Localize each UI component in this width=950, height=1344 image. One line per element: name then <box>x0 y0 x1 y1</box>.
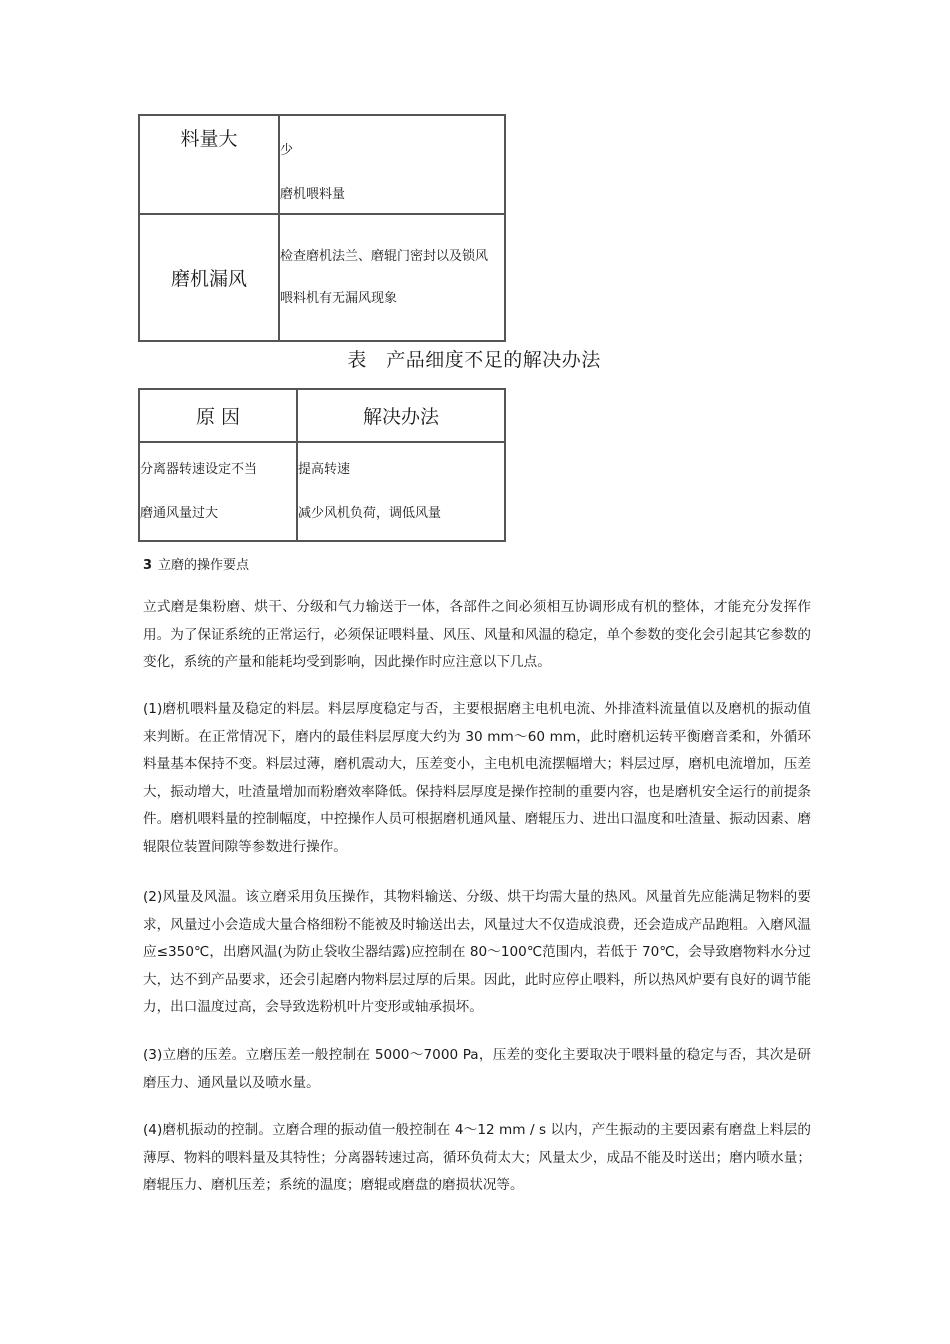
table-header-row <box>139 389 505 442</box>
section-heading <box>143 554 249 573</box>
remedy-line: 磨机喂料量 <box>280 186 346 202</box>
solution-line: 减少风机负荷，调低风量 <box>298 505 442 521</box>
remedy-line: 检查磨机法兰、磨辊门密封以及锁风 <box>280 248 489 264</box>
section-title: 立磨的操作要点 <box>158 558 250 573</box>
cause-line: 分离器转速设定不当 <box>140 461 258 477</box>
header-cause: 原 因 <box>139 389 297 442</box>
table-row <box>139 214 505 341</box>
cause-cell: 磨机漏风 <box>139 214 279 341</box>
table-caption: 表 产品细度不足的解决办法 <box>347 349 601 371</box>
solution-line: 提高转速 <box>298 461 351 477</box>
header-solution: 解决办法 <box>297 389 505 442</box>
paragraph: 立式磨是集粉磨、烘干、分级和气力输送于一体，各部件之间必须相互协调形成有机的整体，才能充分发挥作用。为了保证系统的正常运行，必须保证喂料量、风压、风量和风温的稳定，单个参数的变化会引起其它参数的变化，系统的产量和能耗均受到影响，因此操作时应注意以下几点。 <box>143 599 811 670</box>
solution-cell <box>297 442 505 541</box>
section-number: 3 <box>143 558 153 573</box>
paragraph: (1)磨机喂料量及稳定的料层。料层厚度稳定与否，主要根据磨主电机电流、外排渣料流量值以及磨机的振动值来判断。在正常情况下，磨内的最佳料层厚度大约为 30 mm～60 mm，此时磨机运转平衡磨音柔和，外循环料量基本保持不变。料层过薄，磨机震动大，压差变小，主电机电流摆幅增大；料层过厚，磨机电流增加，压差大，振动增大，吐渣量增加而粉磨效率降低。保持料层厚度是操作控制的重要内容，也是磨机安全运行的前提条件。磨机喂料量的控制幅度，中控操作人员可根据磨机通风量、磨辊压力、进出口温度和吐渣量、振动因素、磨辊限位装置间隙等参数进行操作。 <box>143 701 811 855</box>
paragraph: (4)磨机振动的控制。立磨合理的振动值一般控制在 4～12 mm / s 以内，产生振动的主要因素有磨盘上料层的薄厚、物料的喂料量及其特性；分离器转速过高，循环负荷太大；风量太少，成品不能及时送出；磨内喷水量；磨辊压力、磨机压差；系统的温度；磨辊或磨盘的磨损状况等。 <box>143 1122 811 1193</box>
remedy-line: 少 <box>280 142 294 158</box>
cause-cell <box>139 442 297 541</box>
cause-cell: 料量大 <box>139 115 279 214</box>
remedy-line: 喂料机有无漏风现象 <box>280 290 398 306</box>
table-row <box>139 115 505 214</box>
paragraph: (2)风量及风温。该立磨采用负压操作，其物料输送、分级、烘干均需大量的热风。风量首先应能满足物料的要求，风量过小会造成大量合格细粉不能被及时输送出去，风量过大不仅造成浪费，还会造成产品跑粗。入磨风温应≤350℃，出磨风温(为防止袋收尘器结露)应控制在 80～100℃范围内，若低于 70℃，会导致磨物料水分过大，达不到产品要求，还会引起磨内物料层过厚的后果。因此，此时应停止喂料，所以热风炉要有良好的调节能力，出口温度过高，会导致选粉机叶片变形或轴承损坏。 <box>143 889 811 1015</box>
cause-line: 磨通风量过大 <box>140 505 219 521</box>
remedy-cell <box>279 214 505 341</box>
cause-remedy-table <box>138 114 506 342</box>
remedy-cell <box>279 115 505 214</box>
paragraph: (3)立磨的压差。立磨压差一般控制在 5000～7000 Pa，压差的变化主要取决于喂料量的稳定与否，其次是研磨压力、通风量以及喷水量。 <box>143 1047 811 1091</box>
fineness-solution-table <box>138 388 506 542</box>
table-row <box>139 442 505 541</box>
